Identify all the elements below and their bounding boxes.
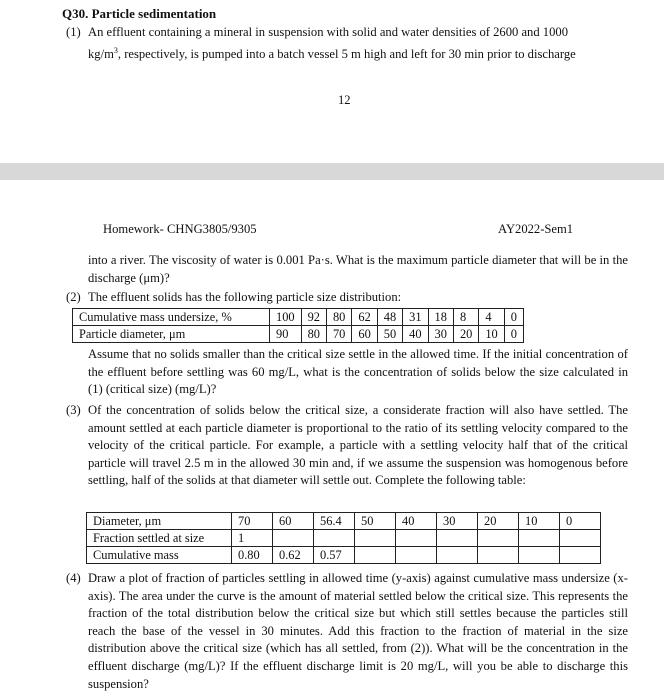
table-cell: 18	[428, 309, 453, 326]
part1-continued: into a river. The viscosity of water is 0.001 Pa·s. What is the maximum particle diameter that will be in the discharge (μm)?	[88, 253, 628, 285]
table-cell: 30	[428, 326, 453, 343]
psd-table	[72, 308, 524, 343]
unit-exponent: 3	[113, 46, 118, 55]
table-cell	[560, 547, 601, 564]
table-cell: 80	[326, 309, 351, 326]
table-cell: Cumulative mass	[87, 547, 232, 564]
table-cell	[355, 547, 396, 564]
table-cell	[519, 547, 560, 564]
settling-table	[86, 512, 601, 564]
part1-line1: An effluent containing a mineral in suspension with solid and water densities of 2600 and 1000	[88, 25, 568, 39]
table-cell	[478, 530, 519, 547]
table-row	[73, 309, 524, 326]
table-cell: 31	[403, 309, 428, 326]
table-cell: 50	[377, 326, 402, 343]
question-title: Q30. Particle sedimentation	[62, 6, 217, 21]
table-cell: 40	[396, 513, 437, 530]
table-cell	[437, 530, 478, 547]
part1-number: (1)	[66, 25, 81, 39]
table-cell: 100	[270, 309, 302, 326]
part2-intro: The effluent solids has the following particle size distribution:	[88, 290, 402, 304]
page-number: 12	[338, 93, 351, 107]
table-cell: 60	[352, 326, 377, 343]
table-cell: 0	[560, 513, 601, 530]
table-cell	[396, 530, 437, 547]
table-cell: Diameter, μm	[87, 513, 232, 530]
table-row	[87, 530, 601, 547]
part1-line2-rest: , respectively, is pumped into a batch vessel 5 m high and left for 30 min prior to discharge	[117, 47, 576, 62]
table-cell: 56.4	[314, 513, 355, 530]
table-cell: 8	[453, 309, 478, 326]
part4-text: Draw a plot of fraction of particles settling in allowed time (y-axis) against cumulative mass undersize (x-axis). The area under the curve is the amount of material settled below the critical size. This represents the fraction of the total distribution below the critical size but which still settles because the particles still reach the base of the vessel in 30 minutes. Add this fraction to the fraction of material in the size distribution above the critical size (which has all settled, from (2)). What will be the concentration in the effluent discharge (mg/L)? If the effluent discharge limit is 20 mg/L, will you be able to discharge this suspension?	[88, 571, 628, 691]
table-cell	[314, 530, 355, 547]
table-cell: 70	[232, 513, 273, 530]
table-cell: 92	[301, 309, 326, 326]
table-cell: 20	[478, 513, 519, 530]
table-row	[73, 326, 524, 343]
page-break-band	[0, 163, 664, 180]
part1-line2	[88, 42, 632, 64]
table-cell: 60	[273, 513, 314, 530]
table-cell	[519, 530, 560, 547]
table-cell: 48	[377, 309, 402, 326]
part2-text: Assume that no solids smaller than the critical size settle in the allowed time. If the initial concentration of the effluent before settling was 60 mg/L, what is the concentration of solids below the size calculated in (1) (critical size) (mg/L)?	[88, 347, 628, 397]
table-cell	[560, 530, 601, 547]
table-cell	[273, 530, 314, 547]
part3-text: Of the concentration of solids below the critical size, a considerate fraction will also have settled. The amount settled at each particle diameter is proportional to the ratio of its settling velocity compared to the velocity of the critical particle. For example, a particle with a settling velocity half that of the critical particle will travel 2.5 m in the allowed 30 min and, if we assume the suspension was homogenous before settling, half of the solids at that diameter will settle out. Complete the following table:	[88, 403, 628, 488]
table-cell: 90	[270, 326, 302, 343]
table-cell: 10	[519, 513, 560, 530]
table-cell: 62	[352, 309, 377, 326]
table-cell	[396, 547, 437, 564]
table-cell: Particle diameter, μm	[73, 326, 270, 343]
table-cell	[478, 547, 519, 564]
header-semester: AY2022-Sem1	[498, 222, 574, 236]
table-cell	[437, 547, 478, 564]
table-cell: 70	[326, 326, 351, 343]
table-cell: 4	[479, 309, 504, 326]
table-cell: 40	[403, 326, 428, 343]
table-row	[87, 513, 601, 530]
table-row	[87, 547, 601, 564]
table-cell: 0	[504, 326, 523, 343]
table-cell: 50	[355, 513, 396, 530]
table-cell: 80	[301, 326, 326, 343]
table-cell: Fraction settled at size	[87, 530, 232, 547]
table-cell: 0.62	[273, 547, 314, 564]
table-cell: Cumulative mass undersize, %	[73, 309, 270, 326]
unit-kgm: kg/m	[88, 47, 114, 62]
part2-number: (2)	[66, 290, 81, 304]
table-cell: 0.57	[314, 547, 355, 564]
header-course: Homework- CHNG3805/9305	[103, 222, 257, 236]
table-cell: 20	[453, 326, 478, 343]
table-cell	[355, 530, 396, 547]
table-cell: 1	[232, 530, 273, 547]
table-cell: 30	[437, 513, 478, 530]
table-cell: 0	[504, 309, 523, 326]
table-cell: 0.80	[232, 547, 273, 564]
part3-number: (3)	[66, 403, 81, 417]
table-cell: 10	[479, 326, 504, 343]
part4-number: (4)	[66, 571, 81, 585]
